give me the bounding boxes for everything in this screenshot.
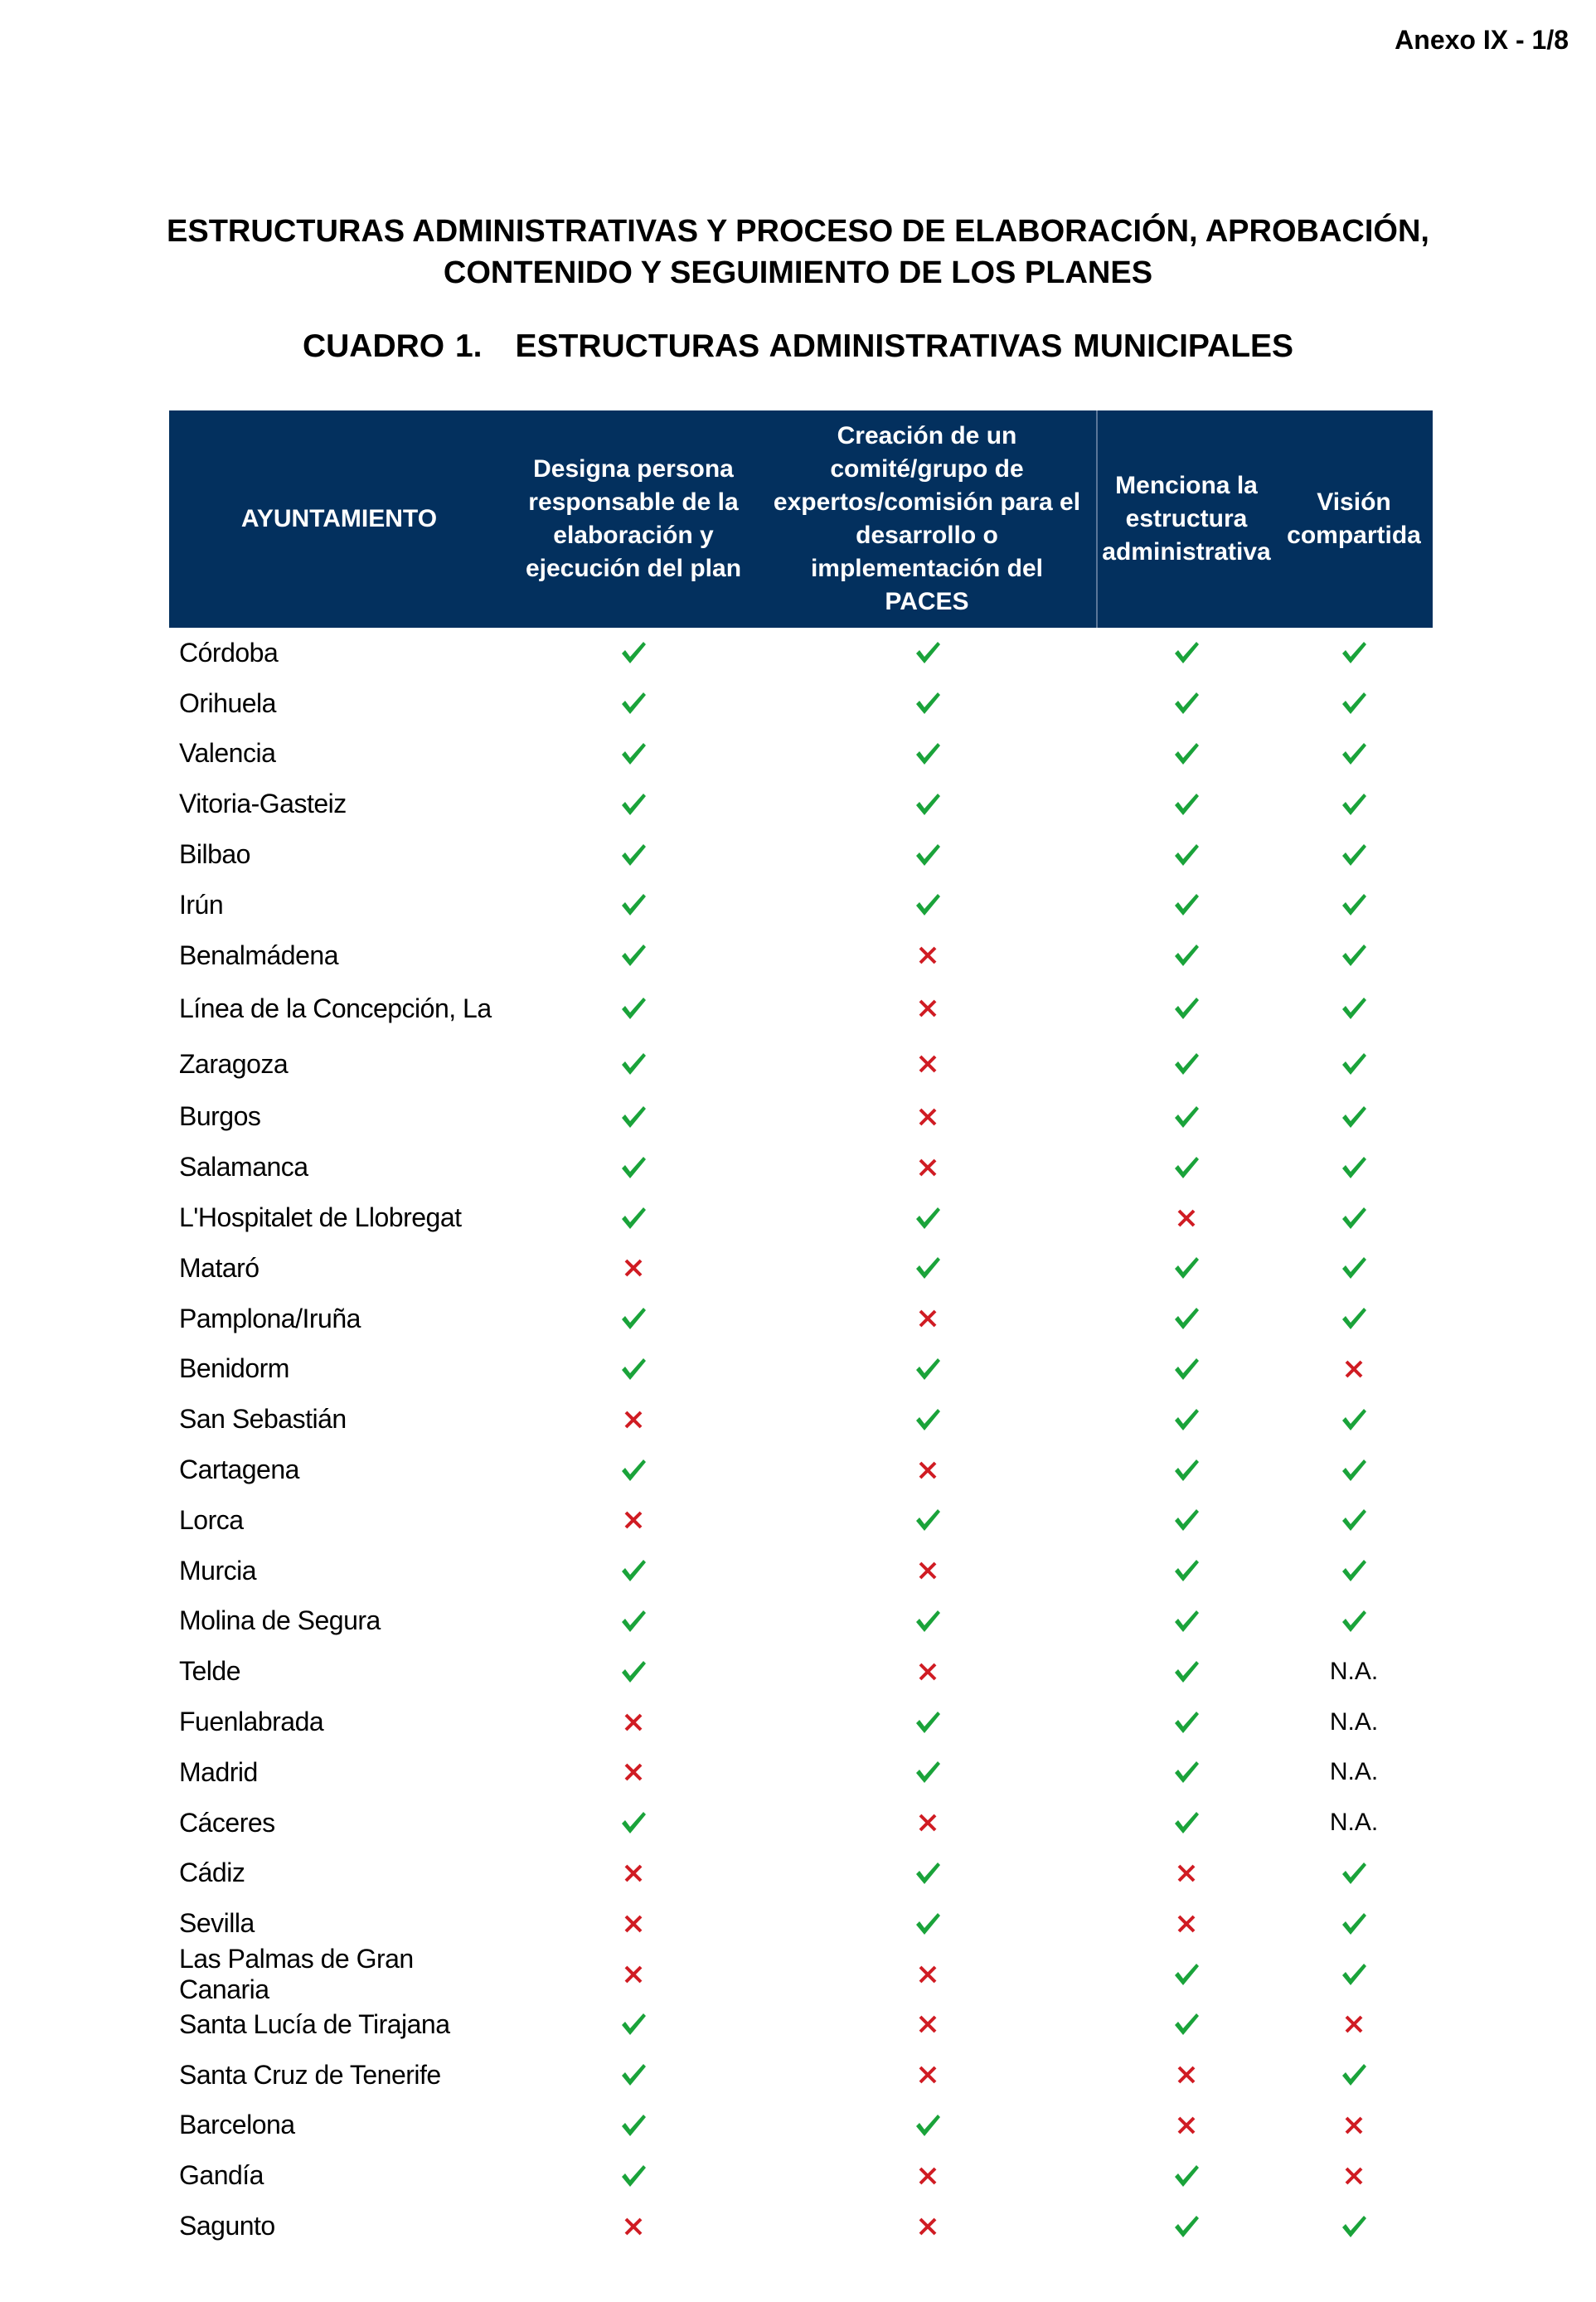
table-title — [0, 328, 1596, 365]
cross-icon — [509, 1243, 758, 1294]
cross-icon — [509, 1949, 758, 1999]
cross-icon — [1098, 2100, 1275, 2151]
check-icon — [509, 1344, 758, 1395]
not-applicable-text: N.A. — [1329, 1707, 1379, 1736]
table-row — [169, 1243, 1433, 1294]
cross-icon — [509, 1848, 758, 1899]
header-line: responsable de la — [528, 488, 739, 516]
header-line: Visión — [1317, 488, 1391, 516]
header-line: Designa persona — [533, 455, 734, 483]
check-icon — [509, 981, 758, 1037]
check-icon — [1275, 1142, 1433, 1192]
table-row — [169, 930, 1433, 981]
check-icon — [1275, 1394, 1433, 1445]
not-applicable-value — [1275, 1697, 1433, 1747]
check-icon — [509, 829, 758, 880]
header-vision-compartida — [1275, 410, 1433, 628]
check-icon — [1098, 1243, 1275, 1294]
ayuntamiento-name: Cádiz — [179, 1858, 245, 1888]
table-row — [169, 1898, 1433, 1949]
check-icon — [509, 1546, 758, 1596]
check-icon — [758, 729, 1098, 779]
ayuntamiento-name: L'Hospitalet de Llobregat — [179, 1202, 462, 1233]
check-icon — [1275, 678, 1433, 729]
cross-icon — [1275, 1999, 1433, 2050]
check-icon — [758, 880, 1098, 930]
table-number: CUADRO 1. — [302, 328, 483, 364]
table-row — [169, 1747, 1433, 1798]
check-icon — [758, 1344, 1098, 1395]
header-designa-persona — [509, 410, 758, 628]
document-title-line-2: CONTENIDO Y SEGUIMIENTO DE LOS PLANES — [443, 255, 1153, 290]
cross-icon — [758, 1294, 1098, 1344]
ayuntamiento-name: Gandía — [179, 2160, 264, 2191]
cross-icon — [1098, 1848, 1275, 1899]
check-icon — [509, 1037, 758, 1092]
check-icon — [1275, 2201, 1433, 2251]
check-icon — [758, 1898, 1098, 1949]
ayuntamiento-name: Sagunto — [179, 2211, 275, 2241]
ayuntamiento-name: Pamplona/Iruña — [179, 1303, 361, 1333]
check-icon — [509, 1294, 758, 1344]
cross-icon — [758, 1546, 1098, 1596]
check-icon — [1098, 829, 1275, 880]
check-icon — [1098, 1142, 1275, 1192]
check-icon — [1275, 628, 1433, 678]
header-line: ejecución del plan — [525, 555, 742, 582]
check-icon — [1275, 1898, 1433, 1949]
table-row — [169, 1999, 1433, 2050]
ayuntamiento-name: Orihuela — [179, 687, 276, 718]
check-icon — [758, 1596, 1098, 1647]
check-icon — [1098, 1344, 1275, 1395]
header-line: administrativa — [1102, 538, 1271, 566]
header-line: desarrollo o — [856, 522, 998, 549]
check-icon — [1275, 729, 1433, 779]
check-icon — [1275, 1445, 1433, 1495]
check-icon — [1098, 981, 1275, 1037]
check-icon — [1275, 981, 1433, 1037]
check-icon — [1098, 1546, 1275, 1596]
check-icon — [509, 1596, 758, 1647]
not-applicable-value — [1275, 1798, 1433, 1848]
cross-icon — [1098, 1898, 1275, 1949]
check-icon — [1098, 1747, 1275, 1798]
table-row — [169, 1192, 1433, 1243]
check-icon — [1275, 1848, 1433, 1899]
check-icon — [1275, 1495, 1433, 1546]
ayuntamiento-name: Barcelona — [179, 2110, 295, 2140]
ayuntamiento-name: Burgos — [179, 1101, 261, 1132]
check-icon — [758, 779, 1098, 829]
check-icon — [1098, 678, 1275, 729]
table-caption: ESTRUCTURAS ADMINISTRATIVAS MUNICIPALES — [515, 328, 1294, 364]
header-line: compartida — [1287, 522, 1421, 549]
check-icon — [1275, 1243, 1433, 1294]
ayuntamiento-name: Valencia — [179, 738, 276, 769]
table-row — [169, 779, 1433, 829]
check-icon — [1275, 1294, 1433, 1344]
cross-icon — [758, 1037, 1098, 1092]
check-icon — [758, 1243, 1098, 1294]
table-row — [169, 2150, 1433, 2201]
check-icon — [509, 1798, 758, 1848]
check-icon — [758, 829, 1098, 880]
check-icon — [1275, 1949, 1433, 1999]
ayuntamiento-name: Cartagena — [179, 1455, 299, 1485]
table-row — [169, 1943, 1433, 2004]
check-icon — [758, 2100, 1098, 2151]
ayuntamiento-name: San Sebastián — [179, 1404, 347, 1435]
check-icon — [1098, 729, 1275, 779]
check-icon — [509, 1445, 758, 1495]
check-icon — [1098, 1037, 1275, 1092]
header-line: Menciona la — [1115, 472, 1258, 499]
table-row — [169, 2050, 1433, 2100]
ayuntamiento-name: Zaragoza — [179, 1048, 289, 1079]
cross-icon — [758, 2150, 1098, 2201]
ayuntamiento-name: Lorca — [179, 1504, 244, 1535]
table-row — [169, 1798, 1433, 1848]
header-line: implementación del PACES — [810, 555, 1044, 615]
table-row — [169, 1697, 1433, 1747]
cross-icon — [758, 930, 1098, 981]
header-line: Creación de un — [837, 422, 1017, 449]
table-row — [169, 981, 1433, 1037]
table-header — [169, 410, 1433, 628]
check-icon — [1098, 1495, 1275, 1546]
check-icon — [509, 678, 758, 729]
cross-icon — [758, 1092, 1098, 1143]
cross-icon — [1275, 2100, 1433, 2151]
check-icon — [1275, 829, 1433, 880]
check-icon — [509, 1142, 758, 1192]
check-icon — [1098, 930, 1275, 981]
table-row — [169, 1596, 1433, 1647]
table-row — [169, 2100, 1433, 2151]
not-applicable-text: N.A. — [1329, 1657, 1379, 1685]
cross-icon — [509, 2201, 758, 2251]
check-icon — [1275, 1092, 1433, 1143]
table-row — [169, 1294, 1433, 1344]
check-icon — [758, 1192, 1098, 1243]
check-icon — [1275, 1546, 1433, 1596]
check-icon — [509, 1092, 758, 1143]
check-icon — [1098, 1394, 1275, 1445]
cross-icon — [758, 981, 1098, 1037]
ayuntamiento-name: Córdoba — [179, 637, 279, 668]
table-row — [169, 1142, 1433, 1192]
ayuntamiento-name: Línea de la Concepción, La — [179, 993, 492, 1023]
check-icon — [1275, 1037, 1433, 1092]
ayuntamiento-name: Benidorm — [179, 1353, 289, 1384]
check-icon — [1275, 880, 1433, 930]
check-icon — [509, 930, 758, 981]
header-line: estructura — [1125, 505, 1248, 532]
check-icon — [758, 1848, 1098, 1899]
table-row — [169, 1394, 1433, 1445]
ayuntamiento-name: Las Palmas de Gran Canaria — [179, 1943, 414, 2004]
ayuntamiento-name: Fuenlabrada — [179, 1707, 324, 1737]
cross-icon — [758, 2201, 1098, 2251]
check-icon — [1275, 1596, 1433, 1647]
table-row — [169, 829, 1433, 880]
check-icon — [509, 628, 758, 678]
table-row — [169, 1646, 1433, 1697]
check-icon — [758, 678, 1098, 729]
check-icon — [1275, 1192, 1433, 1243]
cross-icon — [1098, 2050, 1275, 2100]
cross-icon — [758, 1142, 1098, 1192]
cross-icon — [509, 1747, 758, 1798]
cross-icon — [758, 1949, 1098, 1999]
document-title-line-1: ESTRUCTURAS ADMINISTRATIVAS Y PROCESO DE ELABORACIÓN, APROBACIÓN, — [167, 214, 1429, 249]
cross-icon — [758, 1445, 1098, 1495]
table-row — [169, 1445, 1433, 1495]
cross-icon — [758, 1646, 1098, 1697]
check-icon — [1098, 1596, 1275, 1647]
check-icon — [509, 1646, 758, 1697]
document-title — [0, 211, 1596, 294]
ayuntamiento-name: Salamanca — [179, 1152, 308, 1183]
check-icon — [1098, 1999, 1275, 2050]
cross-icon — [509, 1495, 758, 1546]
table-row — [169, 729, 1433, 779]
check-icon — [509, 2100, 758, 2151]
cross-icon — [758, 1999, 1098, 2050]
header-menciona-estructura — [1098, 410, 1275, 628]
check-icon — [1098, 1697, 1275, 1747]
table-row — [169, 2201, 1433, 2251]
ayuntamiento-name: Telde — [179, 1656, 240, 1687]
cross-icon — [509, 1898, 758, 1949]
table-row — [169, 1344, 1433, 1395]
check-icon — [1098, 2201, 1275, 2251]
check-icon — [509, 2150, 758, 2201]
cross-icon — [758, 1798, 1098, 1848]
table-row — [169, 880, 1433, 930]
check-icon — [509, 729, 758, 779]
check-icon — [1098, 1646, 1275, 1697]
cross-icon — [1098, 1192, 1275, 1243]
ayuntamiento-name: Murcia — [179, 1555, 257, 1586]
cross-icon — [758, 2050, 1098, 2100]
check-icon — [1098, 1294, 1275, 1344]
table-row — [169, 628, 1433, 678]
ayuntamiento-name: Bilbao — [179, 839, 250, 870]
check-icon — [758, 1495, 1098, 1546]
header-line: comité/grupo de — [830, 455, 1024, 483]
ayuntamiento-name: Irún — [179, 889, 224, 920]
check-icon — [1275, 2050, 1433, 2100]
check-icon — [758, 628, 1098, 678]
check-icon — [509, 880, 758, 930]
cross-icon — [1275, 2150, 1433, 2201]
check-icon — [758, 1747, 1098, 1798]
table-body — [169, 628, 1433, 2251]
not-applicable-text: N.A. — [1329, 1758, 1379, 1786]
ayuntamiento-name: Vitoria-Gasteiz — [179, 789, 347, 819]
ayuntamiento-name: Santa Lucía de Tirajana — [179, 2008, 450, 2039]
check-icon — [1098, 1798, 1275, 1848]
table-row — [169, 1037, 1433, 1092]
cross-icon — [509, 1394, 758, 1445]
annex-page-label: Anexo IX - 1/8 — [1395, 25, 1569, 55]
check-icon — [1098, 1445, 1275, 1495]
check-icon — [1275, 779, 1433, 829]
table-row — [169, 1495, 1433, 1546]
check-icon — [1098, 1949, 1275, 1999]
ayuntamiento-name: Molina de Segura — [179, 1605, 381, 1636]
table-row — [169, 1092, 1433, 1143]
table-row — [169, 1546, 1433, 1596]
check-icon — [1098, 2150, 1275, 2201]
ayuntamiento-name: Mataró — [179, 1252, 260, 1283]
check-icon — [509, 1192, 758, 1243]
check-icon — [509, 1999, 758, 2050]
ayuntamiento-name: Santa Cruz de Tenerife — [179, 2059, 441, 2090]
table-row — [169, 1848, 1433, 1899]
ayuntamiento-name: Benalmádena — [179, 940, 338, 970]
check-icon — [509, 779, 758, 829]
not-applicable-value — [1275, 1646, 1433, 1697]
check-icon — [509, 2050, 758, 2100]
cross-icon — [1275, 1344, 1433, 1395]
check-icon — [1275, 930, 1433, 981]
header-line: AYUNTAMIENTO — [240, 505, 438, 532]
header-creacion-comite — [758, 410, 1098, 628]
table-row — [169, 678, 1433, 729]
header-line: expertos/comisión para el — [773, 488, 1081, 516]
ayuntamiento-name: Sevilla — [179, 1908, 255, 1939]
check-icon — [1098, 1092, 1275, 1143]
check-icon — [1098, 779, 1275, 829]
not-applicable-value — [1275, 1747, 1433, 1798]
check-icon — [758, 1697, 1098, 1747]
ayuntamiento-name: Cáceres — [179, 1807, 275, 1838]
ayuntamiento-name: Madrid — [179, 1756, 258, 1787]
header-line: elaboración y — [553, 522, 714, 549]
check-icon — [758, 1394, 1098, 1445]
header-ayuntamiento — [169, 410, 509, 628]
cross-icon — [509, 1697, 758, 1747]
check-icon — [1098, 880, 1275, 930]
check-icon — [1098, 628, 1275, 678]
not-applicable-text: N.A. — [1329, 1809, 1379, 1837]
